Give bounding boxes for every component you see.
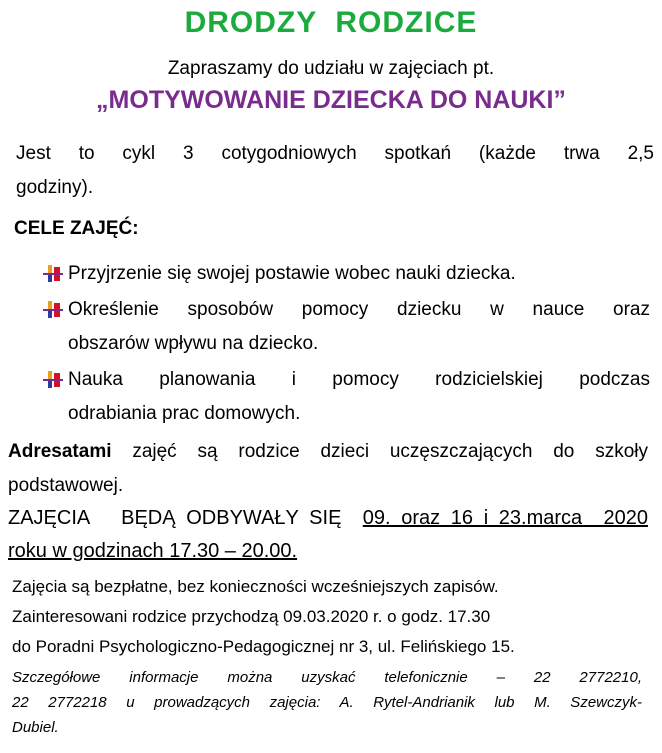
contact-info — [12, 665, 642, 740]
info-line-2: Zainteresowani rodzice przychodzą 09.03.2020 r. o godz. 17.30 — [12, 607, 491, 626]
schedule-paragraph — [8, 502, 648, 568]
goal-item — [40, 257, 650, 291]
cycle-description — [16, 137, 654, 205]
invitation-text: Zapraszamy do udziału w zajęciach pt. — [167, 58, 495, 79]
goal-3-line-1: Nauka planowania i pomocy rodzicielskiej podczas — [68, 369, 650, 390]
audience-bold-word: Adresatami — [8, 441, 112, 462]
audience-line-1-rest: zajęć są rodzice dzieci uczęszczających do szkoły — [111, 441, 648, 462]
cycle-line-2: godziny). — [16, 177, 94, 198]
contact-line-3: Dubiel. — [12, 719, 59, 736]
practical-info — [12, 572, 652, 662]
schedule-line-1 — [8, 502, 648, 535]
info-line-3: do Poradni Psychologiczno-Pedagogicznej nr 3, ul. Felińskiego 15. — [12, 637, 515, 656]
goal-item — [40, 293, 650, 361]
info-line-1: Zajęcia są bezpłatne, bez konieczności wcześniejszych zapisów. — [12, 577, 499, 596]
goal-2-line-2: obszarów wpływu na dziecko. — [68, 333, 319, 354]
schedule-line-2 — [8, 535, 648, 568]
goal-item — [40, 363, 650, 431]
schedule-prefix: ZAJĘCIA BĘDĄ ODBYWAŁY SIĘ — [8, 507, 363, 529]
windows-flag-icon — [43, 371, 63, 389]
workshop-topic: „MOTYWOWANIE DZIECKA DO NAUKI” — [96, 86, 566, 114]
schedule-hours: roku w godzinach 17.30 – 20.00. — [8, 540, 298, 562]
windows-flag-icon — [43, 265, 63, 283]
goal-2-line-1: Określenie sposobów pomocy dziecku w nauce oraz — [68, 299, 650, 320]
audience-paragraph — [8, 435, 648, 503]
goal-3-line-2: odrabiania prac domowych. — [68, 403, 301, 424]
cycle-line-1: Jest to cykl 3 cotygodniowych spotkań (każde trwa 2,5 — [16, 143, 654, 164]
contact-line-2: 22 2772218 u prowadzących zajęcia: A. Rytel-Andrianik lub M. Szewczyk- — [12, 694, 642, 711]
page-title: DRODZY RODZICE — [184, 6, 478, 39]
windows-flag-icon — [43, 301, 63, 319]
audience-line-2: podstawowej. — [8, 475, 124, 496]
contact-line-1: Szczegółowe informacje można uzyskać telefonicznie – 22 2772210, — [12, 669, 642, 686]
schedule-dates: 09. oraz 16 i 23.marca 2020 — [362, 507, 648, 529]
goals-list — [40, 257, 650, 433]
audience-line-1 — [8, 435, 648, 469]
goals-heading: CELE ZAJĘĆ: — [14, 218, 139, 239]
goal-1-line-1: Przyjrzenie się swojej postawie wobec nauki dziecka. — [68, 263, 516, 284]
